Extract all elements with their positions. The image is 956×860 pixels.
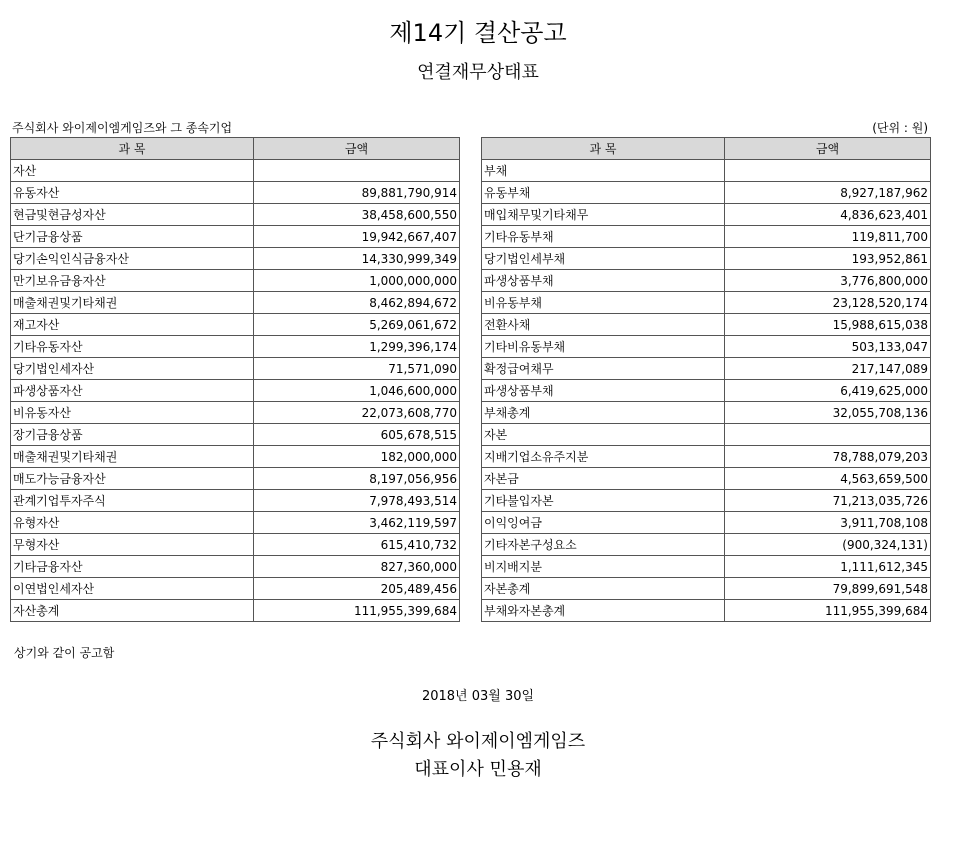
page-subtitle: 연결재무상태표 [417,62,539,83]
row-label: 부채 [482,160,725,182]
assets-header-row [11,138,460,160]
row-amount: 1,046,600,000 [254,380,460,402]
row-amount: 71,571,090 [254,358,460,380]
row-label: 기타자본구성요소 [482,534,725,556]
row-label: 비지배지분 [482,556,725,578]
table-row [11,160,460,182]
row-label: 유동부채 [482,182,725,204]
table-row [482,336,931,358]
assets-table [10,137,460,622]
row-amount: 1,111,612,345 [725,556,931,578]
row-label: 자본총계 [482,578,725,600]
row-label: 이익잉여금 [482,512,725,534]
row-amount: 3,776,800,000 [725,270,931,292]
row-amount [254,160,460,182]
row-amount: 6,419,625,000 [725,380,931,402]
row-label: 자본 [482,424,725,446]
row-amount: 205,489,456 [254,578,460,600]
table-row [482,358,931,380]
announcement-date: 2018년 03월 30일 [421,689,535,704]
row-amount: 182,000,000 [254,446,460,468]
row-label: 부채총계 [482,402,725,424]
col-amount-header: 금액 [725,138,931,160]
row-label: 매도가능금융자산 [11,468,254,490]
table-row [11,534,460,556]
page-title: 제14기 결산공고 [389,19,567,47]
table-row [482,402,931,424]
table-row [11,556,460,578]
row-amount: 8,197,056,956 [254,468,460,490]
table-row [482,490,931,512]
row-label: 자산 [11,160,254,182]
row-label: 재고자산 [11,314,254,336]
row-amount: 78,788,079,203 [725,446,931,468]
row-label: 파생상품부채 [482,380,725,402]
signature-representative: 대표이사 민용재 [414,759,542,780]
table-row [11,292,460,314]
row-amount [725,160,931,182]
unit-label: (단위 : 원) [872,121,928,135]
liabilities-body [482,160,931,622]
row-label: 기타금융자산 [11,556,254,578]
row-label: 확정급여채무 [482,358,725,380]
row-label: 전환사채 [482,314,725,336]
row-label: 비유동부채 [482,292,725,314]
row-label: 기타유동부채 [482,226,725,248]
row-amount: 8,462,894,672 [254,292,460,314]
table-row [11,314,460,336]
table-row [482,600,931,622]
table-row [11,468,460,490]
table-row [11,248,460,270]
assets-body [11,160,460,622]
row-amount: 111,955,399,684 [254,600,460,622]
row-label: 무형자산 [11,534,254,556]
row-amount: 5,269,061,672 [254,314,460,336]
table-row [482,270,931,292]
table-row [11,380,460,402]
row-label: 당기손익인식금융자산 [11,248,254,270]
row-label: 매출채권및기타채권 [11,446,254,468]
row-label: 만기보유금융자산 [11,270,254,292]
table-row [11,490,460,512]
announcement-note: 상기와 같이 공고함 [14,646,115,660]
row-amount: 7,978,493,514 [254,490,460,512]
row-amount: 19,942,667,407 [254,226,460,248]
table-row [11,182,460,204]
row-amount: 119,811,700 [725,226,931,248]
row-amount: 605,678,515 [254,424,460,446]
row-amount: (900,324,131) [725,534,931,556]
row-label: 기타불입자본 [482,490,725,512]
row-amount: 193,952,861 [725,248,931,270]
table-row [482,182,931,204]
table-row [11,204,460,226]
row-label: 기타비유동부채 [482,336,725,358]
row-amount: 4,836,623,401 [725,204,931,226]
row-label: 기타유동자산 [11,336,254,358]
row-label: 관계기업투자주식 [11,490,254,512]
row-amount: 1,000,000,000 [254,270,460,292]
row-amount [725,424,931,446]
row-label: 유형자산 [11,512,254,534]
table-row [482,160,931,182]
table-row [482,226,931,248]
table-row [11,336,460,358]
row-amount: 3,911,708,108 [725,512,931,534]
row-amount: 3,462,119,597 [254,512,460,534]
table-row [482,314,931,336]
row-amount: 111,955,399,684 [725,600,931,622]
table-row [11,402,460,424]
row-label: 부채와자본총계 [482,600,725,622]
row-label: 매입채무및기타채무 [482,204,725,226]
row-label: 파생상품자산 [11,380,254,402]
table-row [482,556,931,578]
row-amount: 15,988,615,038 [725,314,931,336]
row-amount: 32,055,708,136 [725,402,931,424]
row-label: 자산총계 [11,600,254,622]
company-label: 주식회사 와이제이엠게임즈와 그 종속기업 [12,121,233,135]
table-row [11,446,460,468]
table-row [482,292,931,314]
row-amount: 38,458,600,550 [254,204,460,226]
row-amount: 23,128,520,174 [725,292,931,314]
table-row [482,578,931,600]
row-amount: 71,213,035,726 [725,490,931,512]
liabilities-equity-table [481,137,931,622]
col-amount-header: 금액 [254,138,460,160]
row-label: 유동자산 [11,182,254,204]
row-amount: 89,881,790,914 [254,182,460,204]
row-label: 파생상품부채 [482,270,725,292]
row-amount: 4,563,659,500 [725,468,931,490]
row-label: 당기법인세부채 [482,248,725,270]
row-amount: 615,410,732 [254,534,460,556]
table-row [11,578,460,600]
row-label: 비유동자산 [11,402,254,424]
row-label: 단기금융상품 [11,226,254,248]
col-item-header: 과 목 [11,138,254,160]
row-label: 이연법인세자산 [11,578,254,600]
table-row [482,380,931,402]
table-row [11,270,460,292]
row-label: 장기금융상품 [11,424,254,446]
table-row [11,226,460,248]
table-row [482,204,931,226]
table-row [482,248,931,270]
table-row [11,358,460,380]
row-amount: 1,299,396,174 [254,336,460,358]
table-row [482,468,931,490]
row-amount: 503,133,047 [725,336,931,358]
liabilities-header-row [482,138,931,160]
row-amount: 22,073,608,770 [254,402,460,424]
table-row [482,512,931,534]
table-row [11,600,460,622]
row-label: 당기법인세자산 [11,358,254,380]
row-label: 지배기업소유주지분 [482,446,725,468]
table-row [11,512,460,534]
table-row [11,424,460,446]
col-item-header: 과 목 [482,138,725,160]
row-label: 현금및현금성자산 [11,204,254,226]
row-amount: 14,330,999,349 [254,248,460,270]
row-amount: 79,899,691,548 [725,578,931,600]
row-label: 매출채권및기타채권 [11,292,254,314]
table-row [482,424,931,446]
row-amount: 217,147,089 [725,358,931,380]
table-row [482,446,931,468]
table-row [482,534,931,556]
row-amount: 8,927,187,962 [725,182,931,204]
signature-company: 주식회사 와이제이엠게임즈 [370,731,586,752]
row-label: 자본금 [482,468,725,490]
row-amount: 827,360,000 [254,556,460,578]
